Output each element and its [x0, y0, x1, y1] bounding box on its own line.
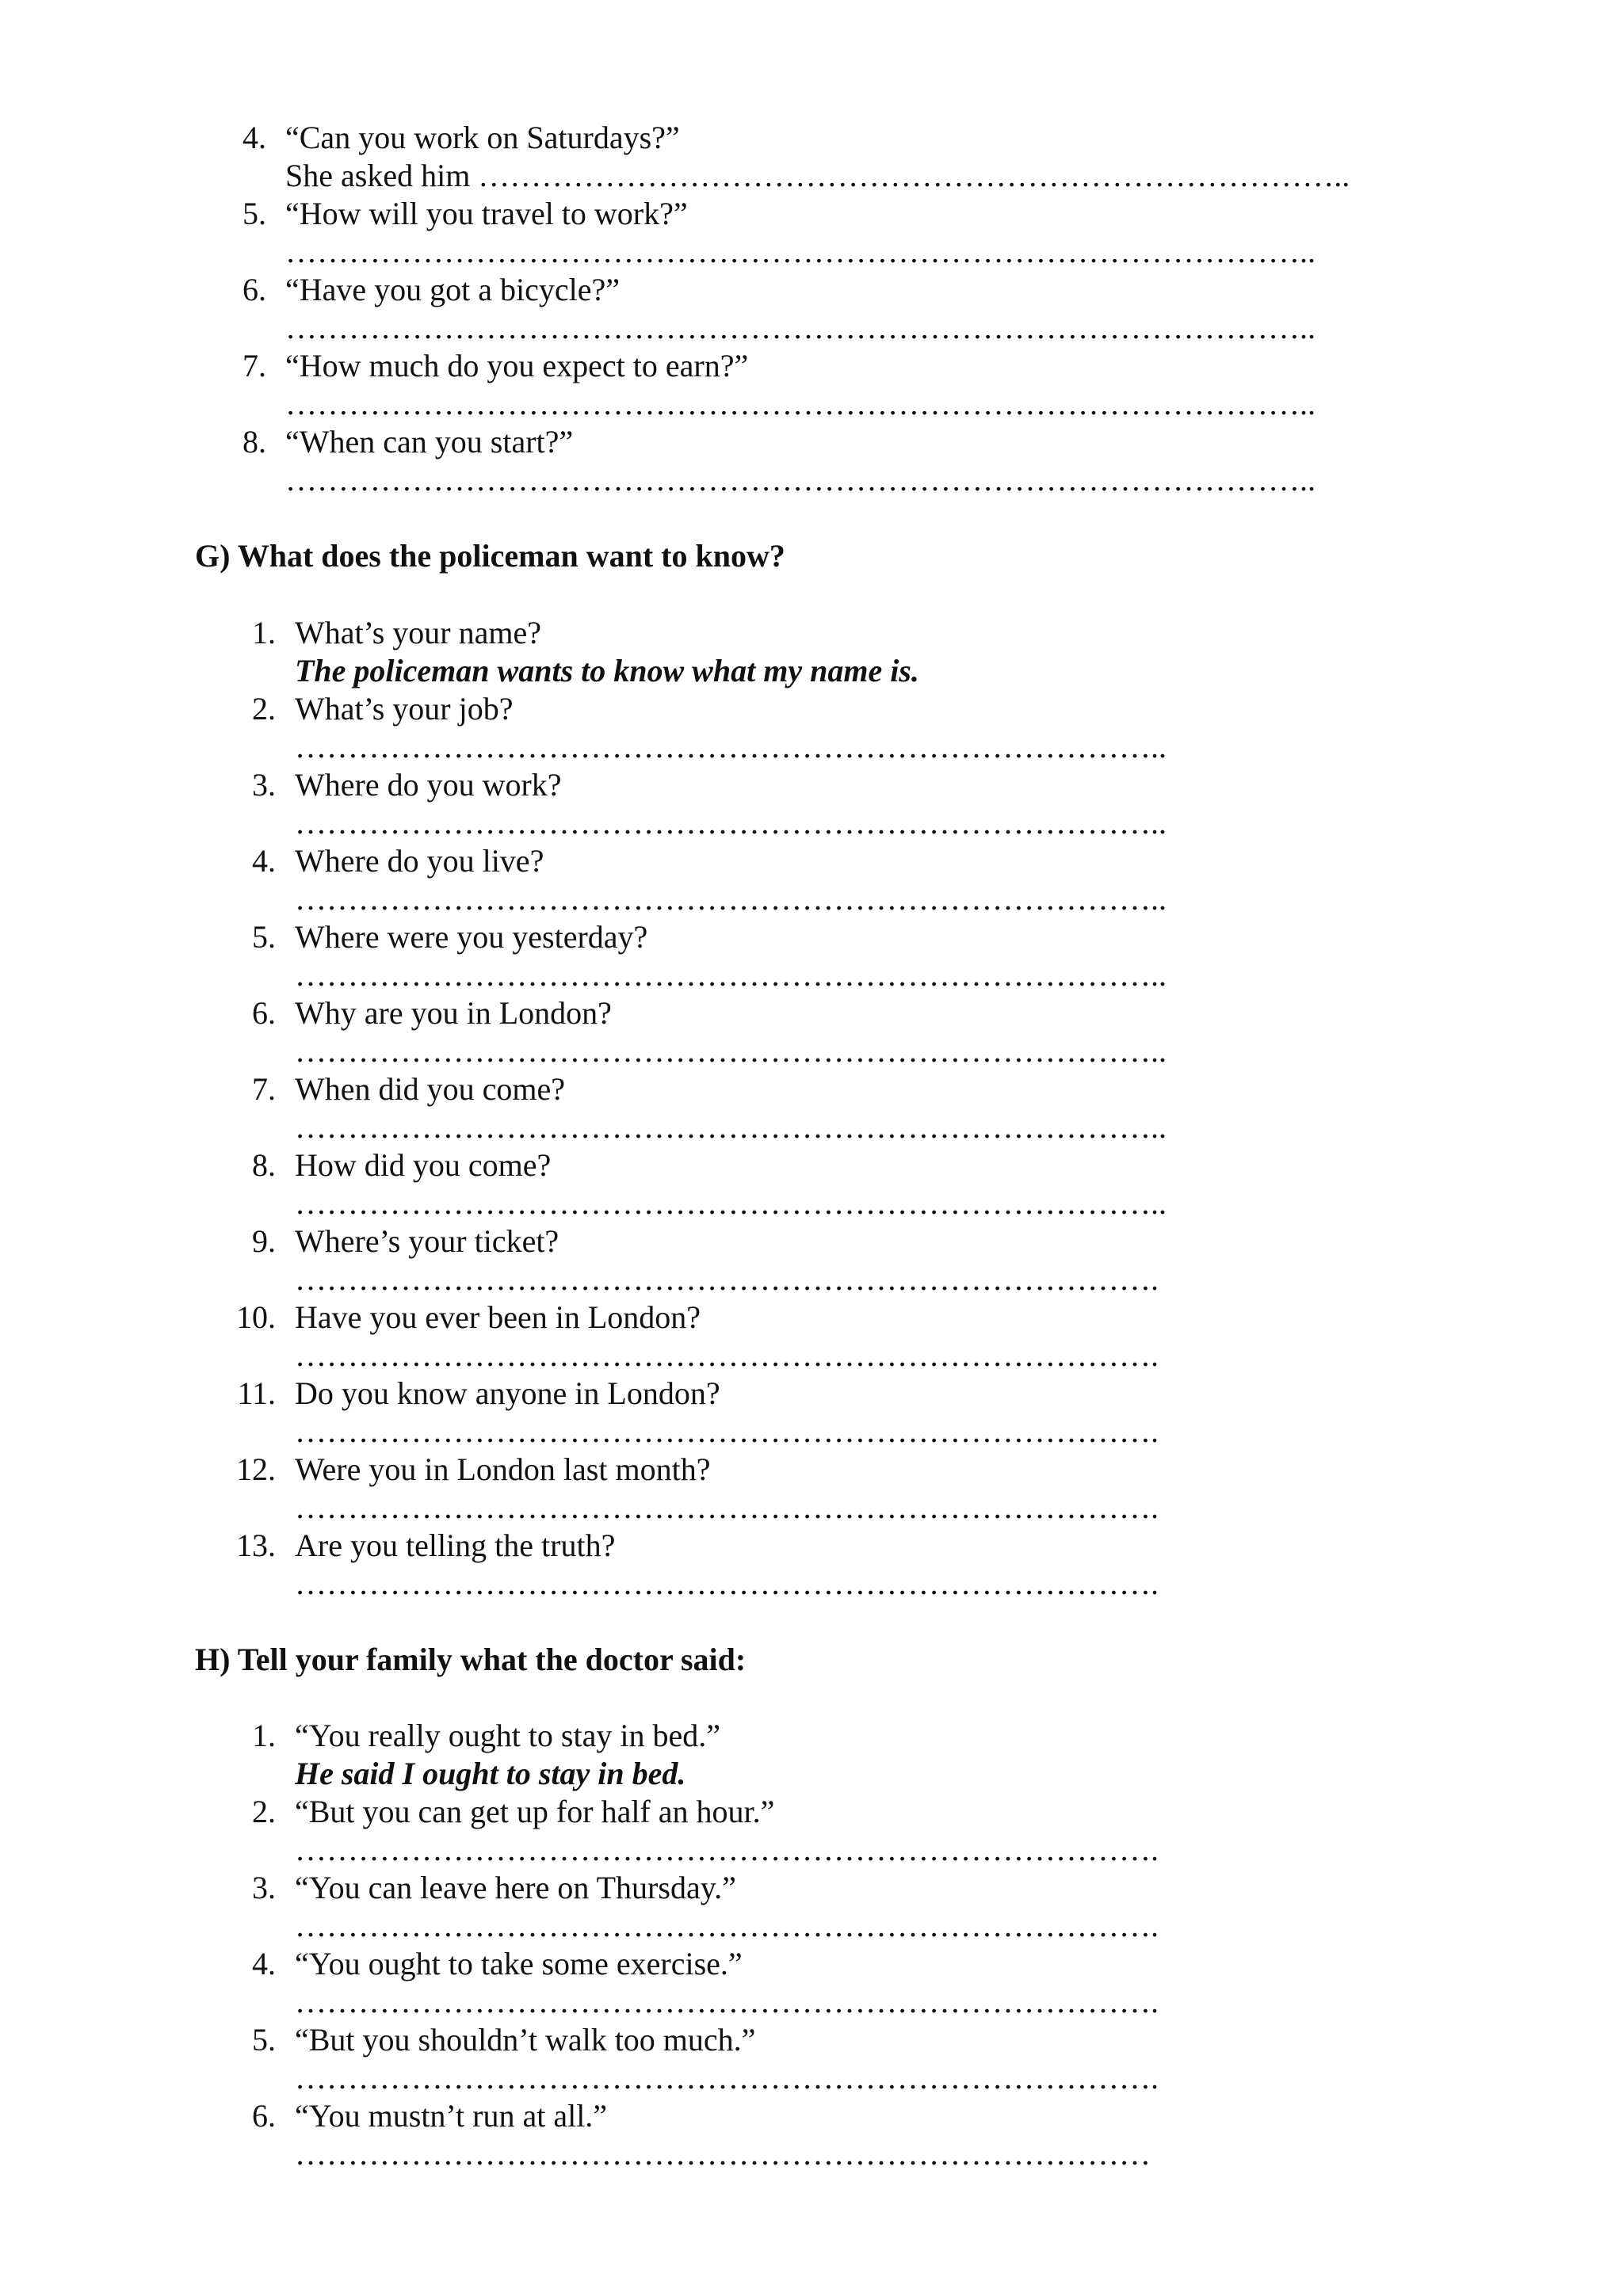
answer-line: ……………………………………………………………………… [295, 2136, 1151, 2172]
answer-line: ……………………………………………………………………….. [295, 805, 1167, 841]
item-number: 2. [252, 691, 276, 727]
answer-line: …………………………………………………………………………………….. [285, 386, 1316, 421]
item-question: Where do you live? [295, 843, 544, 879]
item-number: 7. [242, 348, 266, 383]
section-h-heading: H) Tell your family what the doctor said: [195, 1642, 747, 1677]
item-question: “How much do you expect to earn?” [285, 348, 749, 383]
answer-line: ……………………………………………………………………….. [295, 881, 1167, 917]
answer-line: ………………………………………………………………………. [295, 1566, 1159, 1601]
model-answer: The policeman wants to know what my name is. [295, 653, 919, 688]
answer-line: ………………………………………………………………………. [295, 1261, 1159, 1297]
item-question: “But you can get up for half an hour.” [295, 1794, 775, 1829]
item-number: 8. [252, 1147, 276, 1183]
item-number: 5. [252, 2022, 276, 2058]
item-number: 13. [236, 1527, 276, 1563]
item-number: 7. [252, 1071, 276, 1107]
item-question: How did you come? [295, 1147, 552, 1183]
item-number: 4. [252, 1946, 276, 1981]
item-number: 6. [252, 995, 276, 1031]
item-number: 1. [252, 1718, 276, 1753]
item-question: “Have you got a bicycle?” [285, 272, 621, 307]
item-number: 5. [252, 919, 276, 955]
item-question: Have you ever been in London? [295, 1299, 701, 1335]
answer-line: ……………………………………………………………………….. [295, 1185, 1167, 1221]
answer-line: …………………………………………………………………………………….. [285, 462, 1316, 498]
item-question: Where do you work? [295, 767, 562, 803]
answer-line: ………………………………………………………………………. [295, 1489, 1159, 1525]
item-question: Do you know anyone in London? [295, 1375, 720, 1411]
item-number: 12. [236, 1451, 276, 1487]
item-number: 4. [242, 120, 266, 155]
item-number: 4. [252, 843, 276, 879]
item-question: Were you in London last month? [295, 1451, 711, 1487]
item-question: “But you shouldn’t walk too much.” [295, 2022, 756, 2058]
answer-line: …………………………………………………………………………………….. [285, 234, 1316, 269]
item-question: “You mustn’t run at all.” [295, 2098, 608, 2134]
item-question: “You really ought to stay in bed.” [295, 1718, 720, 1753]
item-question: Why are you in London? [295, 995, 612, 1031]
item-number: 6. [242, 272, 266, 307]
item-number: 2. [252, 1794, 276, 1829]
item-question: What’s your job? [295, 691, 514, 727]
item-question: Where were you yesterday? [295, 919, 648, 955]
answer-line: ………………………………………………………………………. [295, 1908, 1159, 1943]
answer-line: ……………………………………………………………………….. [295, 1109, 1167, 1145]
answer-line: ………………………………………………………………………. [295, 1832, 1159, 1867]
item-question: What’s your name? [295, 615, 541, 650]
item-number: 1. [252, 615, 276, 650]
item-question: “Can you work on Saturdays?” [285, 120, 680, 155]
answer-line: ……………………………………………………………………….. [295, 957, 1167, 993]
item-number: 3. [252, 767, 276, 803]
answer-line: ………………………………………………………………………. [295, 1984, 1159, 2019]
item-question: “You ought to take some exercise.” [295, 1946, 743, 1981]
item-number: 8. [242, 424, 266, 460]
item-question: Are you telling the truth? [295, 1527, 616, 1563]
item-number: 5. [242, 196, 266, 231]
section-g-heading: G) What does the policeman want to know? [195, 538, 785, 574]
answer-line: ……………………………………………………………………….. [295, 1033, 1167, 1069]
answer-line: ……………………………………………………………………….. [295, 729, 1167, 765]
answer-line: ………………………………………………………………………. [295, 2060, 1159, 2096]
item-question: “How will you travel to work?” [285, 196, 688, 231]
item-number: 9. [252, 1223, 276, 1259]
model-answer: He said I ought to stay in bed. [295, 1756, 686, 1791]
item-number: 6. [252, 2098, 276, 2134]
answer-line: ………………………………………………………………………. [295, 1413, 1159, 1449]
item-number: 11. [237, 1375, 276, 1411]
item-question: When did you come? [295, 1071, 565, 1107]
item-question: Where’s your ticket? [295, 1223, 559, 1259]
answer-line: She asked him ……………………………………………………………………….. [285, 158, 1350, 193]
item-question: “When can you start?” [285, 424, 574, 460]
item-number: 3. [252, 1870, 276, 1905]
answer-line: ………………………………………………………………………. [295, 1337, 1159, 1373]
item-question: “You can leave here on Thursday.” [295, 1870, 736, 1905]
answer-line: …………………………………………………………………………………….. [285, 310, 1316, 345]
item-number: 10. [236, 1299, 276, 1335]
